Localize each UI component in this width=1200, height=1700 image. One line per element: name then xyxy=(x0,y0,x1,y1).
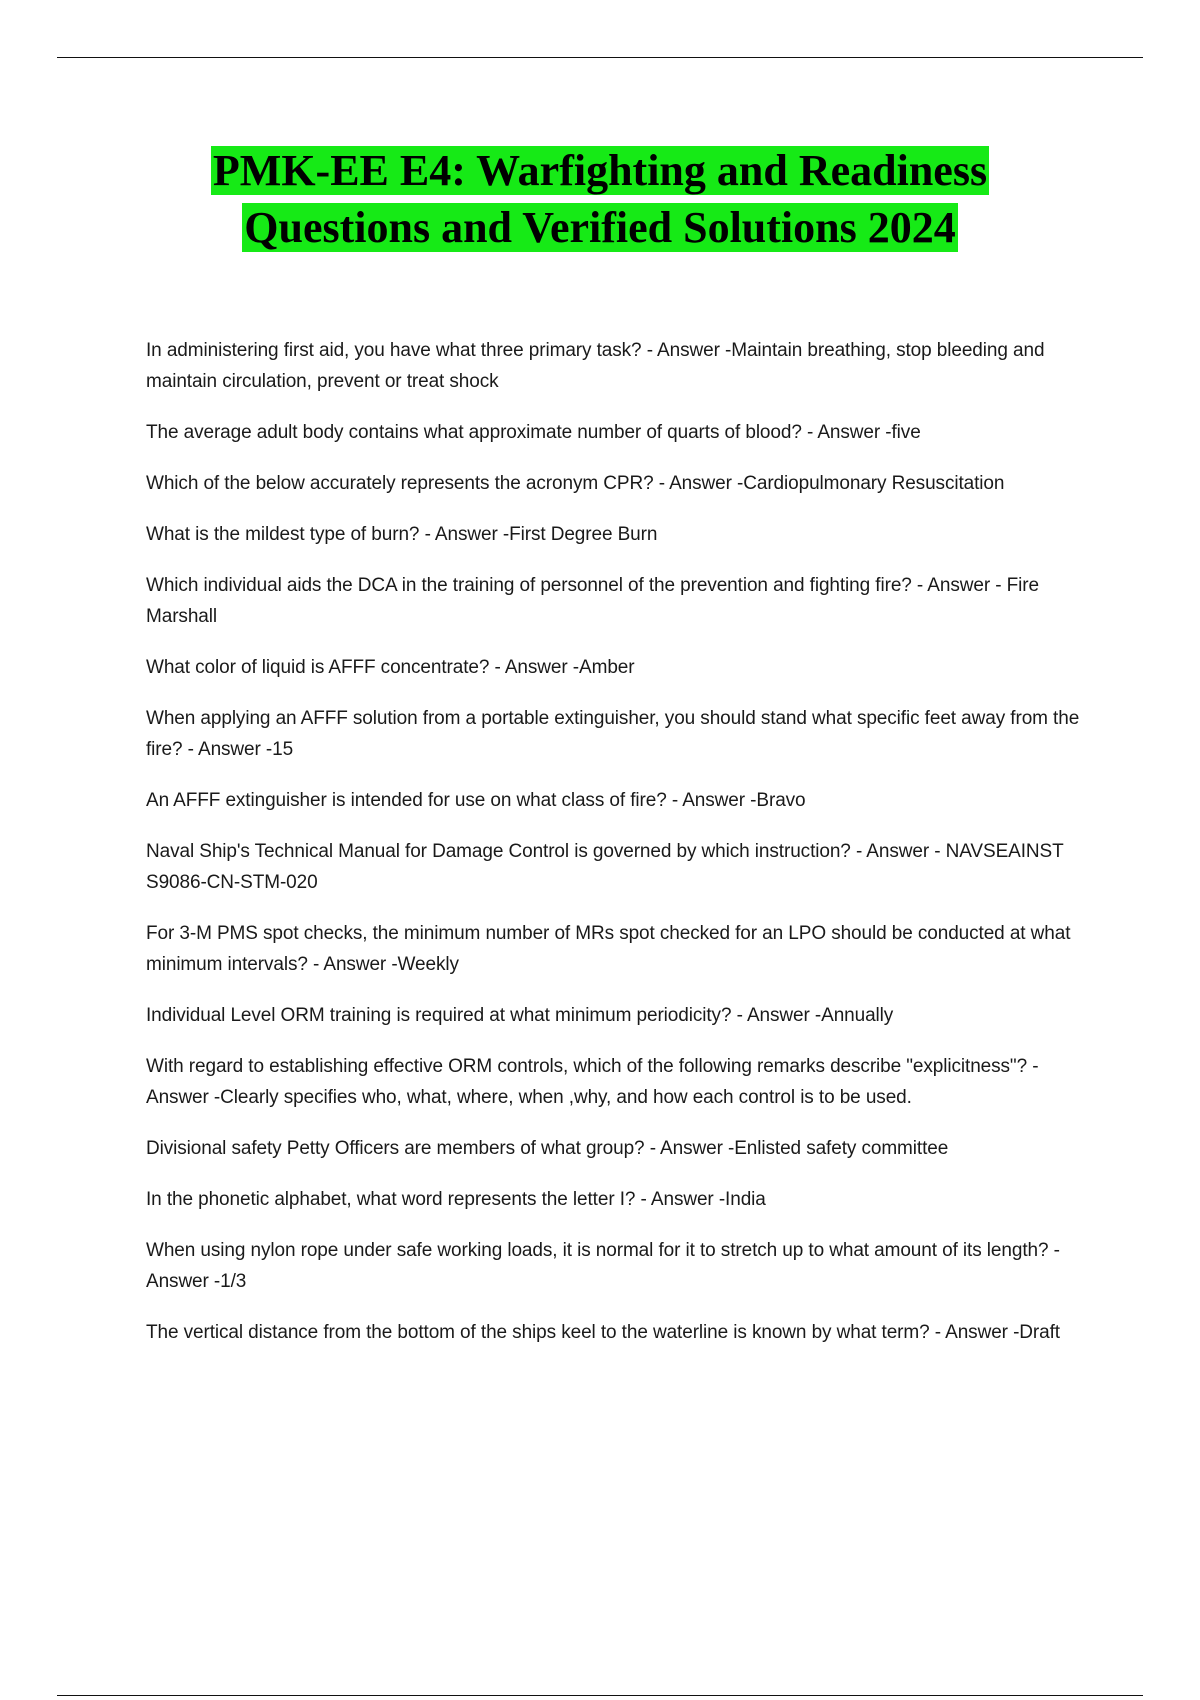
qa-item: What is the mildest type of burn? - Answer -First Degree Burn xyxy=(146,524,658,545)
qa-item: When using nylon rope under safe working loads, it is normal for it to stretch up to what amount of its length? - Answer -1/3 xyxy=(146,1240,1060,1292)
qa-item: Which of the below accurately represents the acronym CPR? - Answer -Cardiopulmonary Resuscitation xyxy=(146,473,1005,494)
qa-item: The vertical distance from the bottom of the ships keel to the waterline is known by what term? - Answer -Draft xyxy=(146,1322,1060,1343)
document-title xyxy=(0,142,1200,256)
header-rule xyxy=(57,57,1143,58)
qa-item: Naval Ship's Technical Manual for Damage Control is governed by which instruction? - Answer - NAVSEAINST S9086-CN-STM-020 xyxy=(146,841,1064,893)
title-line-1: PMK-EE E4: Warfighting and Readiness xyxy=(212,146,988,195)
qa-item: The average adult body contains what approximate number of quarts of blood? - Answer -five xyxy=(146,422,921,443)
title-line-2: Questions and Verified Solutions 2024 xyxy=(244,203,956,252)
qa-item: Individual Level ORM training is required at what minimum periodicity? - Answer -Annually xyxy=(146,1005,894,1026)
qa-item: In administering first aid, you have what three primary task? - Answer -Maintain breathing, stop bleeding and maintain circulation, prevent or treat shock xyxy=(146,340,1045,392)
qa-list xyxy=(146,335,1096,1368)
qa-item: For 3-M PMS spot checks, the minimum number of MRs spot checked for an LPO should be conducted at what minimum intervals? - Answer -Weekly xyxy=(146,923,1071,975)
qa-item: Which individual aids the DCA in the training of personnel of the prevention and fighting fire? - Answer - Fire Marshall xyxy=(146,575,1039,627)
qa-item: What color of liquid is AFFF concentrate? - Answer -Amber xyxy=(146,657,635,678)
qa-item: An AFFF extinguisher is intended for use on what class of fire? - Answer -Bravo xyxy=(146,790,806,811)
qa-item: In the phonetic alphabet, what word represents the letter I? - Answer -India xyxy=(146,1189,766,1210)
qa-item: With regard to establishing effective ORM controls, which of the following remarks describe "explicitness"? - Answer -Clearly specifies who, what, where, when ,why, and how each control is to be used. xyxy=(146,1056,1039,1108)
qa-item: When applying an AFFF solution from a portable extinguisher, you should stand what specific feet away from the fire? - Answer -15 xyxy=(146,708,1080,760)
footer-rule xyxy=(57,1695,1143,1696)
qa-item: Divisional safety Petty Officers are members of what group? - Answer -Enlisted safety committee xyxy=(146,1138,949,1159)
